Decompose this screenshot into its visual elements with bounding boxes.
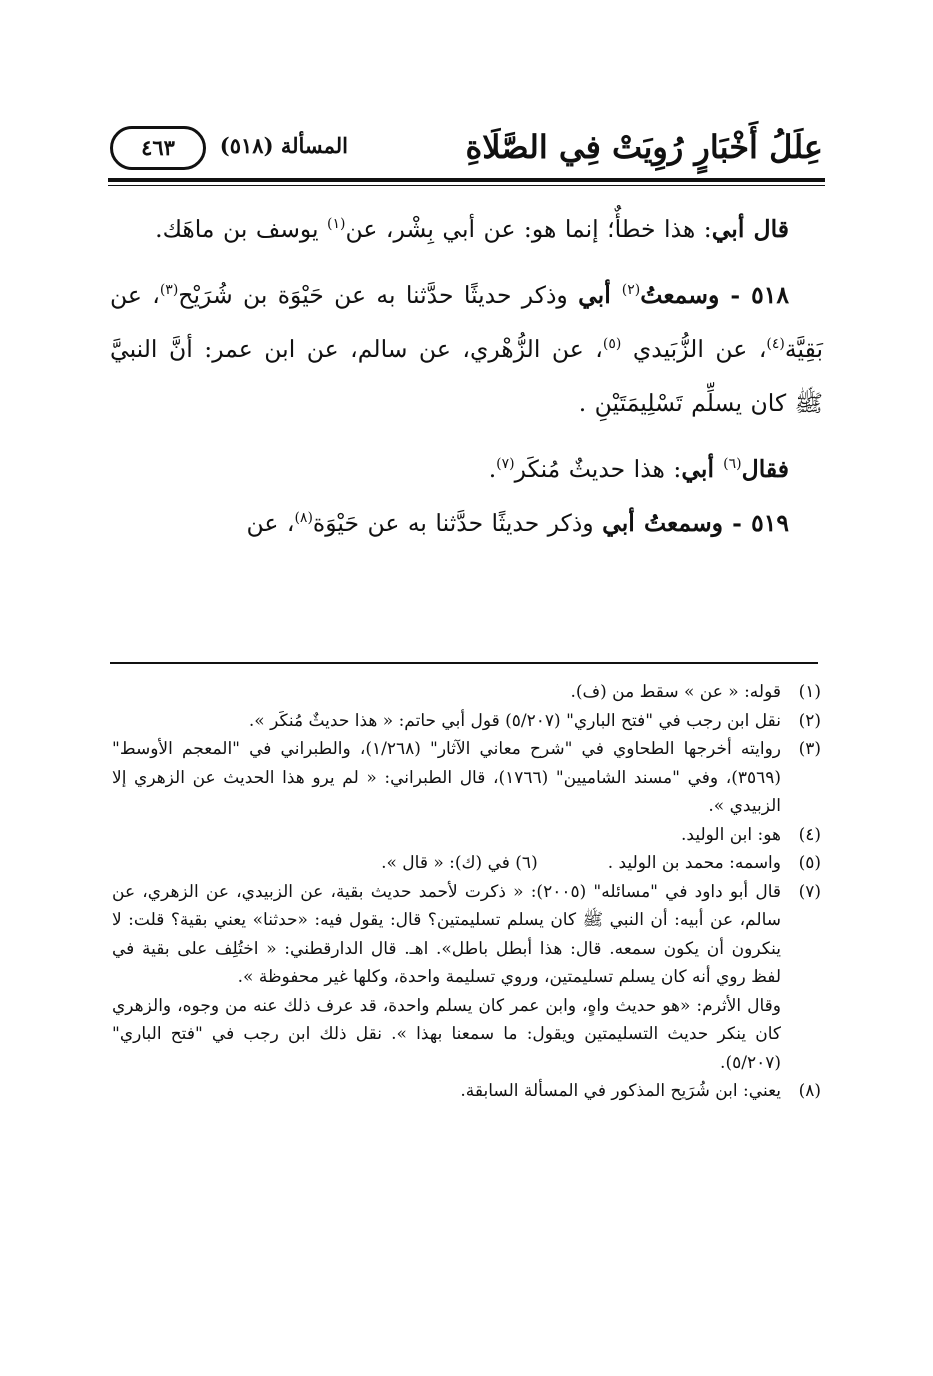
text: : هذا حديثٌ مُنكَر (514, 455, 682, 483)
footnote-ref: (٤) (766, 336, 785, 353)
text: ، عن بَقِيَّة (110, 281, 823, 363)
speaker: قال أبي (711, 215, 789, 243)
text: يوسف بن ماهَك. (155, 215, 328, 243)
footnote-text: روايته أخرجها الطحاوي في "شرح معاني الآثار" (١/٢٦٨)، والطبراني في "المعجم الأوسط" (٣٥٦٩)، وفي "مسند الشاميين" (١٧٦٦)، قال الطبراني: « لم يرو هذا الحديث عن الزهري إلا الزبيدي ». (112, 739, 781, 816)
header-rule-thin (108, 185, 825, 186)
speaker: أبي (578, 281, 622, 309)
footnote-number: (٧) (798, 881, 821, 902)
footnote-text-pair (112, 849, 781, 878)
footnote-number: (٨) (798, 1081, 821, 1101)
text: ، عن الزُّبَيدي (621, 335, 767, 363)
issue-number: ٥١٩ - وسمعتُ أبي (602, 509, 789, 537)
footnotes (112, 678, 821, 1106)
text: ، عن الزُّهْري، عن سالم، عن ابن عمر: أنَّ النبيَّ ﷺ كان يسلِّم تَسْلِيمَتَيْنِ . (110, 335, 823, 417)
footnote-text: يعني: ابن شُرَيح المذكور في المسألة السابقة. (460, 1081, 781, 1101)
paragraph-verdict (110, 442, 823, 496)
book-title: عِلَلُ أَخْبَارٍ رُوِيَتْ فِي الصَّلَاةِ (465, 128, 823, 166)
text: . (488, 455, 497, 483)
footnote-text: هو: ابن الوليد. (681, 824, 781, 845)
footnote-text: واسمه: محمد بن الوليد . (607, 853, 781, 873)
text: وذكر حديثًا حدَّثنا به عن حَيْوَة (312, 509, 603, 537)
footnote-ref: (٧) (496, 456, 515, 473)
issue-label: المسألة (٥١٨) (219, 133, 348, 158)
text: ، عن (246, 509, 295, 537)
footnote-3 (112, 735, 821, 821)
paragraph-519 (110, 496, 823, 550)
footnote-ref: (٨) (294, 510, 313, 527)
issue-number: ٥١٨ - وسمعتُ (640, 281, 790, 309)
footnote-separator (110, 662, 818, 664)
footnote-1 (112, 678, 821, 707)
paragraph-1 (110, 202, 823, 256)
text: : هذا خطأٌ؛ إنما هو: عن أبي بِشْر، عن (345, 215, 712, 243)
footnote-text: نقل ابن رجب في "فتح الباري" (٥/٢٠٧) قول أبي حاتم: « هذا حديثٌ مُنكَر ». (248, 710, 781, 731)
footnote-text: قوله: « عن » سقط من (ف). (570, 682, 781, 702)
main-text (110, 202, 823, 562)
footnote-5-6 (112, 849, 821, 878)
footnote-text: قال أبو داود في "مسائله" (٢٠٠٥): « ذكرت لأحمد حديث بقية، عن الزبيدي، عن الزهري، عن سالم، عن أبيه: أن النبي ﷺ كان يسلم تسليمتين؟ قال: يقول فيه: «حدثنا» يعني بقية؟ قلت: لا ينكرون أن يكون سمعه. قال: هذا أبطل باطل». اهـ. قال الدارقطني: « اختُلِف على بقية في لفظ روي أنه كان يسلم تسليمتين، وروي تسليمة واحدة، وكلها غير محفوظة ». (112, 881, 781, 987)
footnote-text-block (112, 878, 781, 1078)
footnote-number: (٦) (515, 853, 538, 873)
footnote-number: (٢) (798, 710, 821, 731)
speaker: أبي (681, 455, 724, 483)
footnote-7 (112, 878, 821, 1078)
footnote-8 (112, 1077, 821, 1106)
footnote-number: (٥) (798, 853, 821, 873)
speaker: فقال (741, 455, 789, 483)
footnote-number: (١) (798, 682, 821, 702)
footnote-number: (٣) (798, 739, 821, 759)
text: وذكر حديثًا حدَّثنا به عن حَيْوَة بن شُرَيْح (178, 281, 579, 309)
footnote-ref: (٢) (621, 282, 641, 299)
footnote-number: (٤) (798, 824, 821, 845)
footnote-ref: (١) (327, 216, 346, 233)
footnote-ref: (٣) (159, 282, 179, 299)
paragraph-518 (110, 268, 823, 430)
footnote-2 (112, 707, 821, 736)
header-rule-thick (108, 178, 825, 182)
footnote-text: في (ك): « قال ». (381, 853, 510, 873)
footnote-ref: (٥) (602, 336, 622, 353)
footnote-text: وقال الأثرم: «هو حديث واهٍ، وابن عمر كان يسلم واحدة، قد عرف ذلك عنه من وجوه، والزهري كان ينكر حديث التسليمتين ويقول: ما سمعنا بهذا ». نقل ذلك ابن رجب في "فتح الباري" (٥/٢٠٧). (112, 995, 781, 1073)
footnote-ref: (٦) (723, 456, 742, 473)
running-header (110, 122, 823, 174)
page-number-badge: ٤٦٣ (110, 126, 206, 170)
footnote-4 (112, 821, 821, 850)
